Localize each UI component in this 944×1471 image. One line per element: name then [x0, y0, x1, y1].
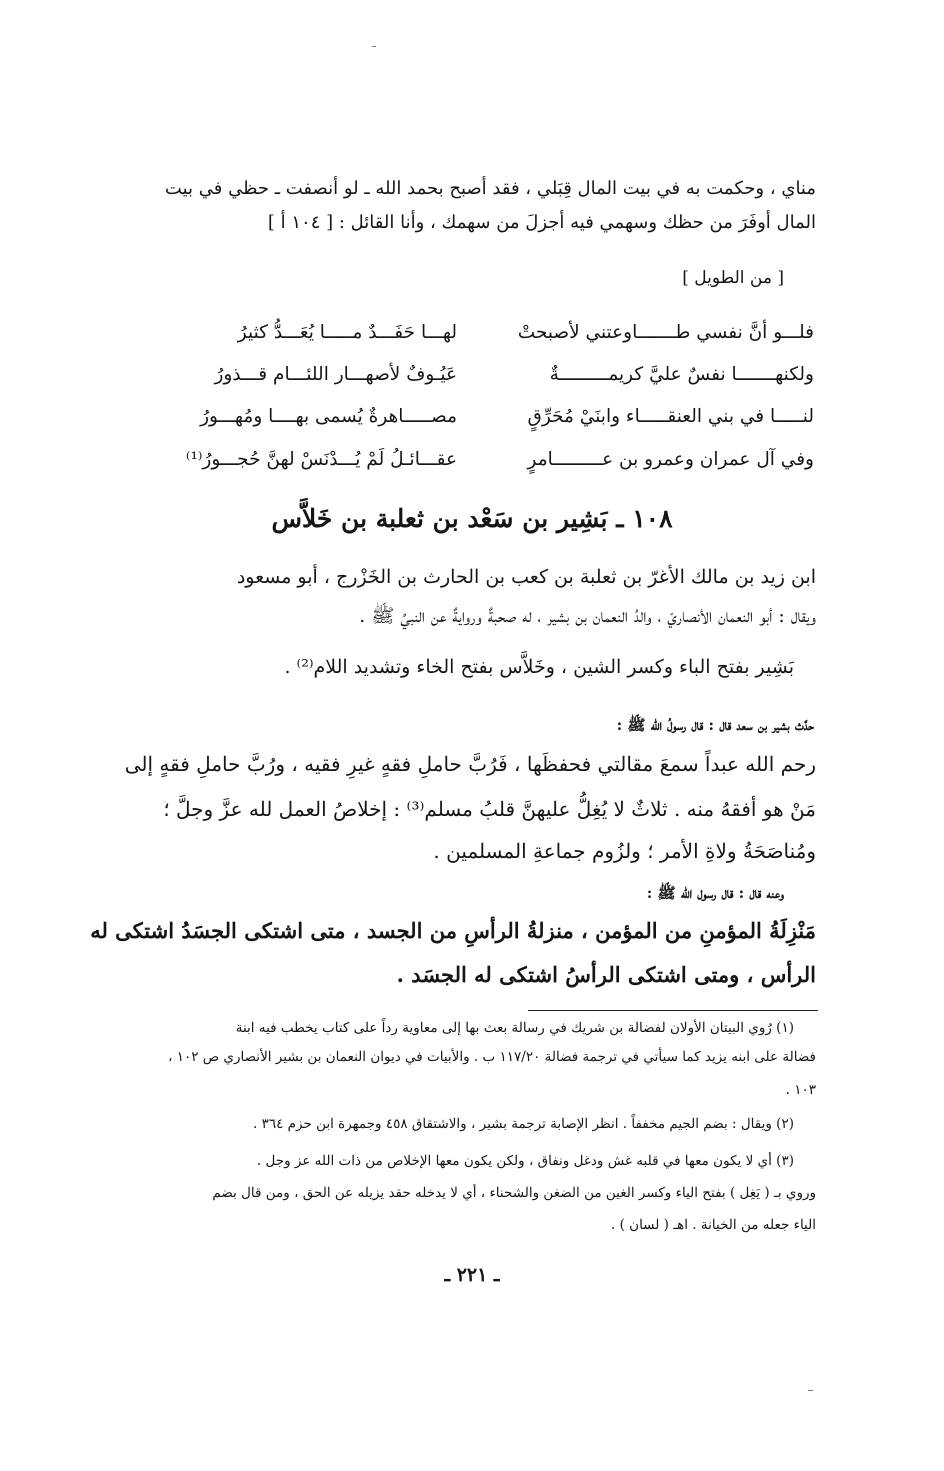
hadith-1-line-3: ومُناصَحَةُ ولاةِ الأمر ؛ ولزُوم جماعةِ المسلمين . — [433, 839, 816, 863]
hadith-1-line-1: رحم الله عبداً سمعَ مقالتي فحفظَها ، فَرُبَّ حاملِ فقهٍ غيرِ فقيه ، ورُبَّ حاملِ فقهٍ إلى — [124, 752, 816, 776]
footnote-1-line-2: فضالة على ابنه يزيد كما سيأتي في ترجمة فضالة ١١٧/٢٠ ب . والأبيات في ديوان النعمان بن بشير الأنصاري ص ١٠٢ ، — [168, 1049, 816, 1065]
footnote-2: (٢) ويقال : بضم الجيم مخففاً . انظر الإصابة ترجمة بشير ، والاشتقاق ٤٥٨ وجمهرة ابن حزم ٣٦٤ . — [252, 1116, 794, 1132]
verse-4-first-hemistich: وفي آل عمران وعمرو بن عـــــــــامرٍ — [527, 449, 814, 470]
verse-1-first-hemistich: فلـــو أنَّ نفسي طـــــــاوعتني لأصبحتْ — [517, 322, 814, 343]
body-line-1: مناي ، وحكمت به في بيت المال قِبَلي ، فقد أصبح بحمد الله ـ لو أنصفت ـ حظي في بيت — [164, 178, 816, 199]
verse-2-first-hemistich: ولكنهـــــــا نفسٌ عليَّ كريمـــــــــةٌ — [549, 364, 814, 385]
page-number: ـ ٢٢١ ـ — [444, 1264, 500, 1286]
isnad-2: وعنه قال : قال رسول الله ﷺ : — [646, 884, 784, 902]
hadith-2-line-2: الرأس ، ومتى اشتكى الرأسُ اشتكى له الجسَد . — [396, 962, 816, 987]
footnote-1-line-1: (١) رُوي البيتان الأولان لفضالة بن شريك في رسالة بعث بها إلى معاوية رداً على كتاب يخطب فيه ابنة — [235, 1020, 794, 1036]
scan-speck — [372, 46, 376, 47]
hadith-2-line-1: مَنْزِلَةُ المؤمنِ من المؤمن ، منزلةُ الرأسِ من الجسد ، متى اشتكى الجسَدُ اشتكى له — [90, 918, 816, 943]
footnote-3-line-2: وروي بـ ( يَغِل ) بفتح الياء وكسر الغين من الضغن والشحناء ، أي لا يدخله حقد يزيله عن الحق ، ومن قال بضم — [212, 1185, 816, 1201]
body-line-2: المال أوفَرَ من حظك وسهمي فيه أجزلَ من سهمك ، وأنا القائل : [ ١٠٤ أ ] — [267, 212, 816, 233]
verse-3-first-hemistich: لنـــــا في بني العنقـــــاء وابنَيْ مُحَرِّقٍ — [527, 406, 814, 427]
isnad-1: حدَّث بشير بن سعد قال : قال رسولُ الله ﷺ : — [616, 716, 814, 734]
entry-heading: ١٠٨ ـ بَشِير بن سَعْد بن ثعلبة بن خَلاَّس — [271, 504, 673, 533]
poem-meter: [ من الطويل ] — [682, 268, 784, 288]
bio-line-1: ابن زيد بن مالك الأغرّ بن ثعلبة بن كعب بن الحارث بن الخَزْرج ، أبو مسعود — [236, 566, 816, 588]
vocalization-note: بَشِير بفتح الباء وكسر الشين ، وخَلاَّس بفتح الخاء وتشديد اللام⁽²⁾ . — [284, 656, 794, 678]
hadith-1-line-2: مَنْ هو أفقهُ منه . ثلاثٌ لا يُغِلُّ عليهنَّ قلبُ مسلم⁽³⁾ : إخلاصُ العمل لله عزَّ وجلَّ ؛ — [163, 797, 816, 821]
verse-3-second-hemistich: مصـــــاهرةٌ يُسمى بهــــا ومُهـــورُ — [200, 406, 457, 427]
footnote-1-line-3: ١٠٣ . — [785, 1082, 816, 1098]
verse-1-second-hemistich: لهـــا حَفَـــدٌ مـــــا يُعَـــدُّ كثيرُ — [237, 322, 457, 343]
verse-4-second-hemistich: عقـــائـلُ لَمْ يُـــدْنَسْ لهنَّ حُجـــورُ⁽¹⁾ — [185, 449, 457, 470]
footnote-rule — [528, 1010, 818, 1011]
footnote-3-line-1: (٣) أي لا يكون معها في قلبه غش ودغل ونفاق ، ولكن يكون معها الإخلاص من ذات الله عز وجل . — [256, 1153, 794, 1169]
verse-2-second-hemistich: عَيُـوفٌ لأصهـــار اللئـــام قـــذورُ — [214, 364, 457, 385]
scan-speck — [808, 1390, 813, 1391]
footnote-3-line-3: الياء جعله من الخيانة . اهـ ( لسان ) . — [611, 1217, 816, 1233]
bio-line-2: ويقال : أبو النعمان الأنصاريّ ، والدُ النعمان بن بشير ، له صحبةٌ وروايةٌ عن النبيِّ ﷺ . — [359, 605, 816, 627]
